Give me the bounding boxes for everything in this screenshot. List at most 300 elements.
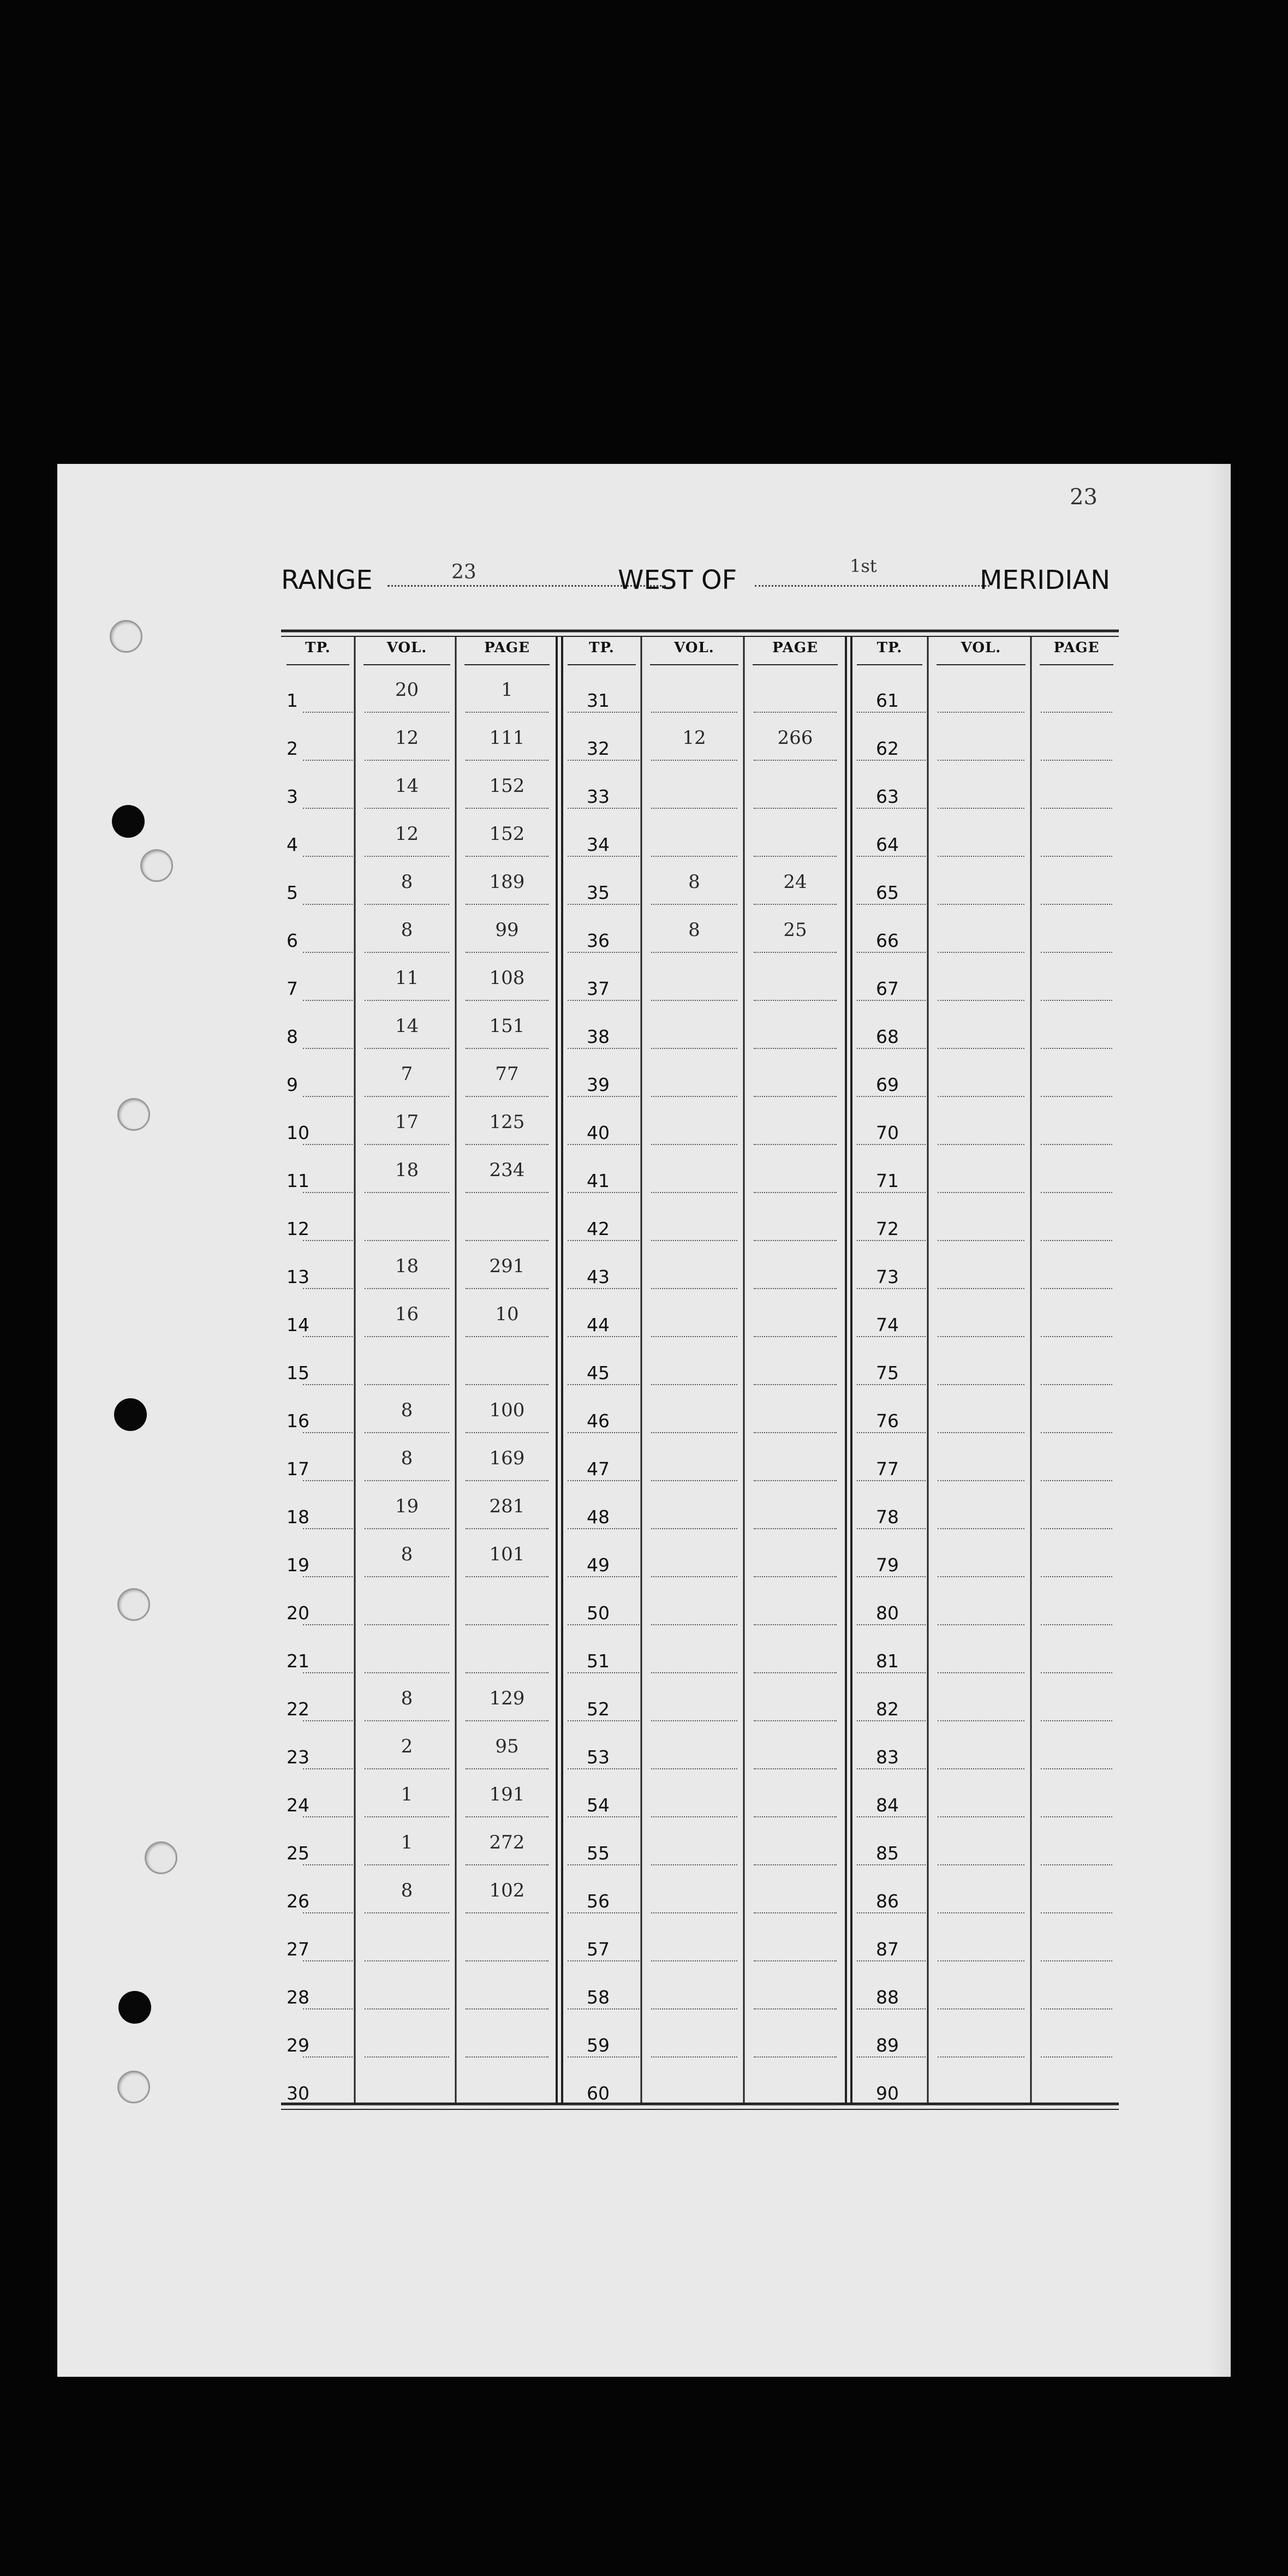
township-number: 34: [587, 834, 610, 855]
page-entry: 272: [489, 1832, 525, 1853]
dotted-rule: [466, 952, 548, 953]
township-number: 25: [287, 1842, 309, 1864]
dotted-rule: [365, 1576, 449, 1577]
dotted-rule: [1041, 1096, 1112, 1097]
dotted-rule: [466, 2008, 548, 2009]
township-number: 90: [876, 2083, 899, 2104]
dotted-rule: [938, 2008, 1024, 2009]
dotted-rule: [938, 1768, 1024, 1769]
dotted-rule: [568, 1480, 639, 1481]
dotted-rule: [938, 1240, 1024, 1241]
dotted-rule: [938, 1384, 1024, 1385]
dotted-rule: [303, 1672, 353, 1673]
dotted-rule: [568, 1384, 639, 1385]
dotted-rule: [754, 1720, 837, 1721]
dotted-rule: [754, 1864, 837, 1865]
dotted-rule: [651, 856, 737, 857]
township-number: 60: [587, 2083, 610, 2104]
dotted-rule: [303, 1192, 353, 1193]
ledger-table-frame: [57, 464, 1231, 2377]
volume-entry: 14: [395, 1015, 419, 1037]
dotted-rule: [568, 1672, 639, 1673]
dotted-rule: [651, 1864, 737, 1865]
dotted-rule: [754, 1336, 837, 1337]
dotted-rule: [754, 1816, 837, 1817]
west-of-label: WEST OF: [618, 565, 737, 595]
dotted-rule: [651, 1336, 737, 1337]
dotted-rule: [466, 760, 548, 761]
township-number: 18: [287, 1506, 309, 1528]
dotted-rule: [857, 712, 926, 713]
township-number: 61: [876, 690, 899, 711]
page-entry: 108: [489, 967, 525, 989]
township-number: 47: [587, 1458, 610, 1480]
dotted-rule: [365, 2056, 449, 2058]
dotted-rule: [303, 1240, 353, 1241]
township-number: 66: [876, 930, 899, 951]
dotted-rule: [303, 1576, 353, 1577]
dotted-rule: [466, 1096, 548, 1097]
volume-entry: 11: [395, 967, 419, 989]
dotted-rule: [1041, 808, 1112, 809]
dotted-rule: [857, 952, 926, 953]
dotted-rule: [365, 760, 449, 761]
dotted-rule: [365, 1912, 449, 1913]
dotted-rule: [568, 1336, 639, 1337]
township-number: 16: [287, 1410, 309, 1432]
township-number: 19: [287, 1554, 309, 1576]
dotted-rule: [568, 1240, 639, 1241]
township-number: 87: [876, 1939, 899, 1960]
dotted-rule: [303, 904, 353, 905]
dotted-rule: [303, 1048, 353, 1049]
dotted-rule: [1041, 1912, 1112, 1913]
township-number: 31: [587, 690, 610, 711]
dotted-rule: [1041, 1672, 1112, 1673]
page-entry: 77: [495, 1063, 519, 1085]
page-entry: 189: [489, 871, 525, 893]
page-entry: 111: [489, 727, 525, 749]
dotted-rule: [1041, 952, 1112, 953]
dotted-rule: [365, 1864, 449, 1865]
dotted-rule: [938, 1144, 1024, 1145]
township-number: 42: [587, 1218, 610, 1239]
dotted-rule: [754, 904, 837, 905]
volume-entry: 18: [395, 1159, 419, 1181]
page-entry: 291: [489, 1255, 525, 1277]
dotted-rule: [857, 1048, 926, 1049]
page-entry: 234: [489, 1159, 525, 1181]
dotted-rule: [1041, 1864, 1112, 1865]
dotted-rule: [857, 1960, 926, 1961]
dotted-rule: [365, 1048, 449, 1049]
dotted-rule: [568, 1288, 639, 1289]
volume-entry: 12: [395, 727, 419, 749]
township-number: 38: [587, 1026, 610, 1047]
dotted-rule: [857, 856, 926, 857]
dotted-rule: [938, 1480, 1024, 1481]
dotted-rule: [365, 1288, 449, 1289]
township-number: 9: [287, 1074, 298, 1095]
dotted-rule: [303, 1768, 353, 1769]
dotted-rule: [466, 712, 548, 713]
dotted-rule: [754, 808, 837, 809]
dotted-rule: [1041, 1816, 1112, 1817]
page-entry: 101: [489, 1543, 525, 1565]
dotted-rule: [466, 1240, 548, 1241]
page-entry: 151: [489, 1015, 525, 1037]
dotted-rule: [466, 1432, 548, 1433]
dotted-rule: [1041, 904, 1112, 905]
header-tp: TP.: [305, 640, 331, 656]
dotted-rule: [365, 1816, 449, 1817]
township-number: 3: [287, 786, 298, 807]
township-number: 40: [587, 1122, 610, 1143]
dotted-rule: [938, 1000, 1024, 1001]
volume-entry: 8: [401, 1399, 413, 1421]
dotted-rule: [651, 1192, 737, 1193]
township-number: 17: [287, 1458, 309, 1480]
dotted-rule: [938, 1672, 1024, 1673]
dotted-rule: [651, 1528, 737, 1529]
dotted-rule: [568, 904, 639, 905]
volume-entry: 8: [401, 919, 413, 941]
township-number: 86: [876, 1891, 899, 1912]
dotted-rule: [568, 1768, 639, 1769]
range-label: RANGE: [281, 565, 373, 595]
dotted-rule: [857, 1432, 926, 1433]
township-number: 83: [876, 1746, 899, 1768]
township-number: 2: [287, 738, 298, 759]
dotted-rule: [938, 760, 1024, 761]
dotted-rule: [466, 1912, 548, 1913]
dotted-rule: [651, 1384, 737, 1385]
header-page: PAGE: [772, 640, 818, 656]
township-number: 81: [876, 1650, 899, 1672]
dotted-rule: [651, 1240, 737, 1241]
township-number: 53: [587, 1746, 610, 1768]
township-number: 52: [587, 1698, 610, 1720]
dotted-rule: [568, 1864, 639, 1865]
dotted-rule: [857, 1240, 926, 1241]
dotted-rule: [365, 1672, 449, 1673]
dotted-rule: [466, 1672, 548, 1673]
township-number: 78: [876, 1506, 899, 1528]
township-number: 89: [876, 2035, 899, 2056]
header-tp: TP.: [876, 640, 903, 656]
township-number: 37: [587, 978, 610, 999]
page-entry: 191: [489, 1784, 525, 1805]
dotted-rule: [365, 904, 449, 905]
dotted-rule: [754, 760, 837, 761]
township-number: 6: [287, 930, 298, 951]
dotted-rule: [365, 712, 449, 713]
dotted-rule: [651, 2104, 737, 2106]
township-number: 21: [287, 1650, 309, 1672]
dotted-rule: [651, 1960, 737, 1961]
dotted-rule: [568, 2104, 639, 2106]
dotted-rule: [938, 1528, 1024, 1529]
dotted-rule: [754, 1096, 837, 1097]
dotted-rule: [1041, 1384, 1112, 1385]
dotted-rule: [857, 1000, 926, 1001]
volume-entry: 14: [395, 775, 419, 797]
dotted-rule: [754, 1576, 837, 1577]
header-vol: VOL.: [674, 640, 714, 656]
township-number: 77: [876, 1458, 899, 1480]
volume-entry: 7: [401, 1063, 413, 1085]
township-number: 79: [876, 1554, 899, 1576]
dotted-rule: [466, 1816, 548, 1817]
dotted-rule: [754, 712, 837, 713]
dotted-rule: [365, 1144, 449, 1145]
dotted-rule: [938, 1096, 1024, 1097]
dotted-rule: [303, 1912, 353, 1913]
dotted-rule: [303, 1288, 353, 1289]
dotted-rule: [466, 1624, 548, 1625]
township-number: 27: [287, 1939, 309, 1960]
township-number: 46: [587, 1410, 610, 1432]
dotted-rule: [857, 1624, 926, 1625]
dotted-rule: [938, 808, 1024, 809]
dotted-rule: [857, 1144, 926, 1145]
dotted-rule: [365, 952, 449, 953]
dotted-rule: [466, 904, 548, 905]
volume-entry: 8: [688, 871, 700, 893]
dotted-rule: [857, 1864, 926, 1865]
dotted-rule: [651, 1288, 737, 1289]
dotted-rule: [568, 1096, 639, 1097]
dotted-rule: [303, 1480, 353, 1481]
township-number: 69: [876, 1074, 899, 1095]
township-number: 73: [876, 1266, 899, 1287]
dotted-rule: [754, 1624, 837, 1625]
township-number: 28: [287, 1987, 309, 2008]
dotted-rule: [568, 952, 639, 953]
dotted-rule: [466, 1720, 548, 1721]
township-number: 71: [876, 1170, 899, 1191]
township-number: 35: [587, 882, 610, 903]
dotted-rule: [754, 1288, 837, 1289]
dotted-rule: [568, 2056, 639, 2058]
dotted-rule: [365, 1192, 449, 1193]
volume-entry: 8: [401, 1880, 413, 1901]
township-number: 11: [287, 1170, 309, 1191]
dotted-rule: [1041, 856, 1112, 857]
dotted-rule: [303, 1432, 353, 1433]
dotted-rule: [568, 856, 639, 857]
township-number: 75: [876, 1362, 899, 1384]
dotted-rule: [303, 808, 353, 809]
township-number: 55: [587, 1842, 610, 1864]
header-page: PAGE: [1053, 640, 1100, 656]
dotted-rule: [857, 1192, 926, 1193]
dotted-rule: [857, 1336, 926, 1337]
dotted-rule: [857, 1720, 926, 1721]
dotted-rule: [466, 808, 548, 809]
dotted-rule: [568, 1528, 639, 1529]
dotted-rule: [365, 856, 449, 857]
dotted-rule: [568, 712, 639, 713]
dotted-rule: [365, 1432, 449, 1433]
dotted-rule: [1041, 2104, 1112, 2106]
dotted-rule: [938, 1624, 1024, 1625]
dotted-rule: [857, 1576, 926, 1577]
volume-entry: 19: [395, 1495, 419, 1517]
dotted-rule: [1041, 2056, 1112, 2058]
township-number: 48: [587, 1506, 610, 1528]
dotted-rule: [651, 1048, 737, 1049]
dotted-rule: [1041, 1192, 1112, 1193]
dotted-rule: [754, 1912, 837, 1913]
dotted-rule: [303, 2008, 353, 2009]
dotted-rule: [857, 1816, 926, 1817]
dotted-rule: [754, 1432, 837, 1433]
dotted-rule: [857, 2056, 926, 2058]
township-number: 62: [876, 738, 899, 759]
township-number: 39: [587, 1074, 610, 1095]
dotted-rule: [938, 904, 1024, 905]
header-page: PAGE: [484, 640, 530, 656]
page-entry: 169: [489, 1447, 525, 1469]
township-number: 24: [287, 1794, 309, 1816]
township-number: 1: [287, 690, 298, 711]
township-number: 15: [287, 1362, 309, 1384]
dotted-rule: [466, 1192, 548, 1193]
header-tp: TP.: [589, 640, 615, 656]
dotted-rule: [1041, 1528, 1112, 1529]
dotted-rule: [365, 1528, 449, 1529]
dotted-rule: [365, 1384, 449, 1385]
township-number: 36: [587, 930, 610, 951]
dotted-rule: [938, 1912, 1024, 1913]
dotted-rule: [466, 1480, 548, 1481]
dotted-rule: [651, 2056, 737, 2058]
dotted-rule: [568, 1576, 639, 1577]
township-number: 88: [876, 1987, 899, 2008]
page-entry: 152: [489, 775, 525, 797]
dotted-rule: [857, 1768, 926, 1769]
dotted-rule: [303, 1720, 353, 1721]
township-number: 43: [587, 1266, 610, 1287]
dotted-rule: [568, 1432, 639, 1433]
dotted-rule: [1041, 1768, 1112, 1769]
meridian-label: MERIDIAN: [980, 565, 1111, 595]
township-number: 72: [876, 1218, 899, 1239]
page-entry: 102: [489, 1880, 525, 1901]
dotted-rule: [651, 1912, 737, 1913]
dotted-rule: [754, 1240, 837, 1241]
dotted-rule: [754, 2104, 837, 2106]
township-number: 4: [287, 834, 298, 855]
township-number: 54: [587, 1794, 610, 1816]
township-number: 57: [587, 1939, 610, 1960]
township-number: 84: [876, 1794, 899, 1816]
dotted-rule: [1041, 1288, 1112, 1289]
dotted-rule: [754, 1384, 837, 1385]
township-number: 64: [876, 834, 899, 855]
dotted-rule: [651, 952, 737, 953]
dotted-rule: [651, 1144, 737, 1145]
township-number: 26: [287, 1891, 309, 1912]
dotted-rule: [938, 1576, 1024, 1577]
volume-entry: 12: [682, 727, 706, 749]
page-entry: 99: [495, 919, 519, 941]
dotted-rule: [651, 1672, 737, 1673]
dotted-rule: [1041, 1624, 1112, 1625]
dotted-rule: [651, 1432, 737, 1433]
dotted-rule: [568, 1960, 639, 1961]
dotted-rule: [651, 2008, 737, 2009]
township-number: 5: [287, 882, 298, 903]
dotted-rule: [1041, 1960, 1112, 1961]
volume-entry: 2: [401, 1736, 413, 1757]
volume-entry: 8: [401, 871, 413, 893]
dotted-rule: [938, 1960, 1024, 1961]
dotted-rule: [938, 2056, 1024, 2058]
page-entry: 281: [489, 1495, 525, 1517]
dotted-rule: [651, 1480, 737, 1481]
township-number: 70: [876, 1122, 899, 1143]
dotted-rule: [857, 1096, 926, 1097]
dotted-rule: [754, 1528, 837, 1529]
township-number: 56: [587, 1891, 610, 1912]
dotted-rule: [365, 1768, 449, 1769]
dotted-rule: [365, 1720, 449, 1721]
dotted-rule: [754, 1768, 837, 1769]
dotted-rule: [754, 1672, 837, 1673]
dotted-rule: [303, 952, 353, 953]
page-entry: 100: [489, 1399, 525, 1421]
dotted-rule: [754, 2008, 837, 2009]
dotted-rule: [466, 2104, 548, 2106]
township-number: 50: [587, 1602, 610, 1624]
dotted-rule: [365, 2104, 449, 2106]
township-number: 65: [876, 882, 899, 903]
dotted-rule: [303, 1000, 353, 1001]
ledger-sheet: [57, 464, 1231, 2377]
dotted-rule: [303, 1384, 353, 1385]
dotted-rule: [303, 856, 353, 857]
dotted-rule: [1041, 1336, 1112, 1337]
dotted-rule: [857, 1912, 926, 1913]
dotted-rule: [568, 1912, 639, 1913]
dotted-rule: [303, 1624, 353, 1625]
township-number: 30: [287, 2083, 309, 2104]
volume-entry: 18: [395, 1255, 419, 1277]
dotted-rule: [754, 1048, 837, 1049]
dotted-rule: [1041, 1144, 1112, 1145]
dotted-rule: [466, 2056, 548, 2058]
township-number: 12: [287, 1218, 309, 1239]
township-number: 13: [287, 1266, 309, 1287]
dotted-rule: [857, 2008, 926, 2009]
volume-entry: 17: [395, 1111, 419, 1133]
dotted-rule: [938, 1432, 1024, 1433]
dotted-rule: [568, 1192, 639, 1193]
dotted-rule: [466, 1960, 548, 1961]
township-number: 51: [587, 1650, 610, 1672]
volume-entry: 1: [401, 1784, 413, 1805]
dotted-rule: [651, 1816, 737, 1817]
dotted-rule: [568, 1144, 639, 1145]
dotted-rule: [651, 1096, 737, 1097]
dotted-rule: [754, 1480, 837, 1481]
township-number: 7: [287, 978, 298, 999]
header-vol: VOL.: [961, 640, 1001, 656]
dotted-rule: [754, 1192, 837, 1193]
dotted-rule: [1041, 1048, 1112, 1049]
